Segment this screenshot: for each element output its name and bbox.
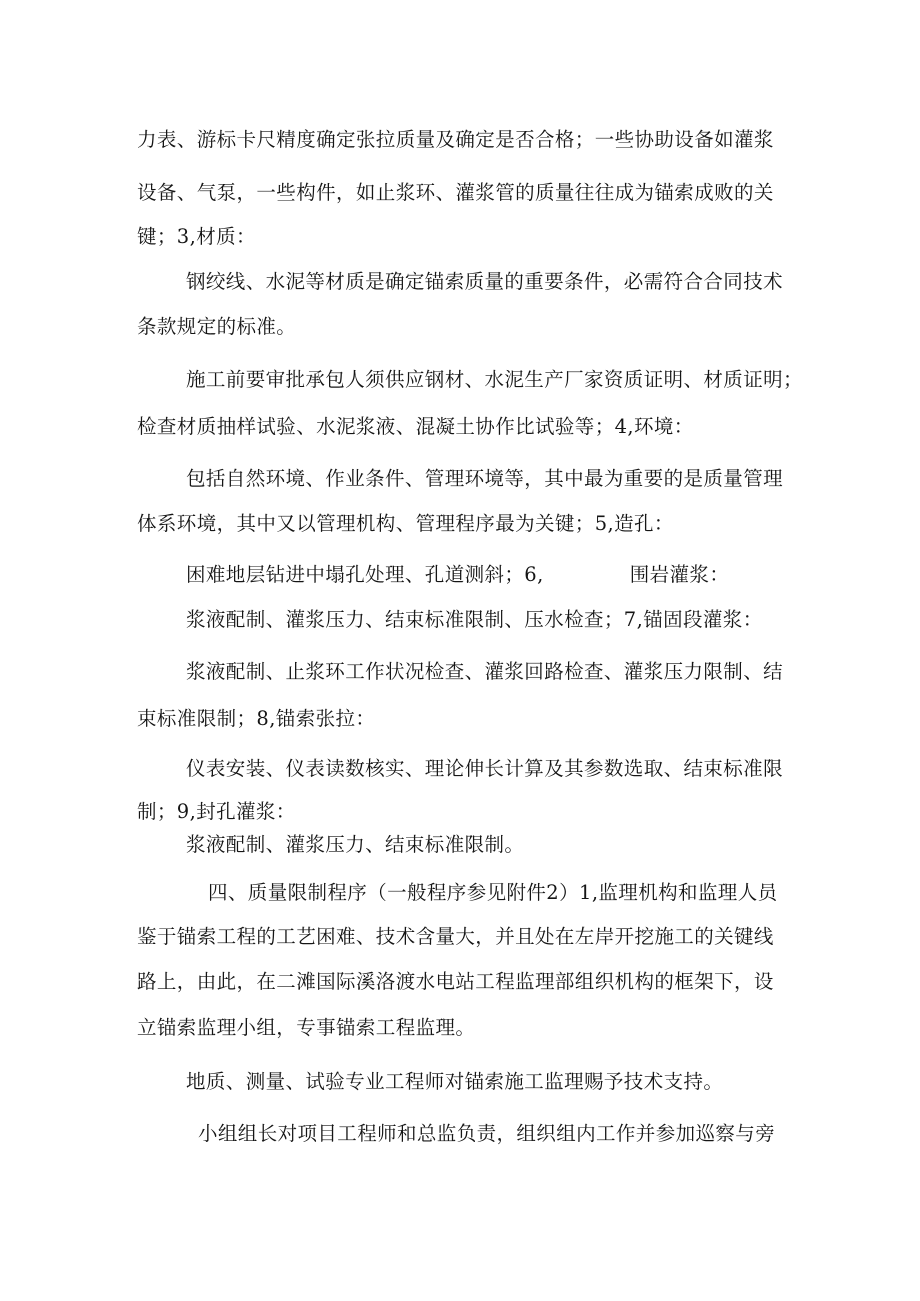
text-line-14: 仪表安装、仪表读数核实、理论伸长计算及其参数选取、结束标准限 (186, 757, 784, 780)
text-line-20: 立锚索监理小组，专事锚索工程监理。 (137, 1016, 476, 1039)
text-line-3: 键；3,材质： (137, 225, 256, 248)
text-line-12: 浆液配制、止浆环工作状况检查、灌浆回路检查、灌浆压力限制、结 (186, 660, 784, 683)
text-line-5: 条款规定的标准。 (137, 315, 297, 338)
text-line-10-part-1: 困难地层钻进中塌孔处理、孔道测斜；6, (186, 563, 544, 586)
text-line-4: 钢绞线、水泥等材质是确定锚索质量的重要条件，必需符合合同技术 (186, 270, 784, 293)
text-line-2: 设备、气泵，一些构件，如止浆环、灌浆管的质量往往成为锚索成败的关 (137, 181, 774, 204)
text-line-22: 小组组长对项目工程师和总监负责，组织组内工作并参加巡察与旁 (198, 1122, 776, 1145)
text-line-8: 包括自然环境、作业条件、管理环境等，其中最为重要的是质量管理 (186, 467, 784, 490)
text-line-7: 检查材质抽样试验、水泥浆液、混凝土协作比试验等；4,环境： (137, 415, 694, 438)
text-line-21: 地质、测量、试验专业工程师对锚索施工监理赐予技术支持。 (186, 1070, 724, 1093)
text-line-18: 鉴于锚索工程的工艺困难、技术含量大，并且处在左岸开挖施工的关键线 (137, 925, 774, 948)
text-line-17: 四、质量限制程序（一般程序参见附件2）1,监理机构和监理人员 (208, 881, 778, 904)
text-line-10 (186, 562, 729, 588)
text-line-11: 浆液配制、灌浆压力、结束标准限制、压水检查；7,锚固段灌浆： (186, 608, 763, 631)
text-line-19: 路上，由此，在二滩国际溪洛渡水电站工程监理部组织机构的框架下，设 (137, 970, 774, 993)
text-line-9: 体系环境，其中又以管理机构、管理程序最为关键；5,造孔： (137, 512, 674, 535)
text-line-15: 制；9,封孔灌浆： (137, 800, 296, 823)
text-line-10-part-2: 围岩灌浆： (629, 563, 730, 586)
text-line-1: 力表、游标卡尺精度确定张拉质量及确定是否合格；一些协助设备如灌浆 (137, 128, 774, 151)
text-line-13: 束标准限制；8,锚索张拉： (137, 707, 376, 730)
text-line-6: 施工前要审批承包人须供应钢材、水泥生产厂家资质证明、材质证明； (186, 368, 803, 391)
text-line-16: 浆液配制、灌浆压力、结束标准限制。 (186, 833, 525, 856)
